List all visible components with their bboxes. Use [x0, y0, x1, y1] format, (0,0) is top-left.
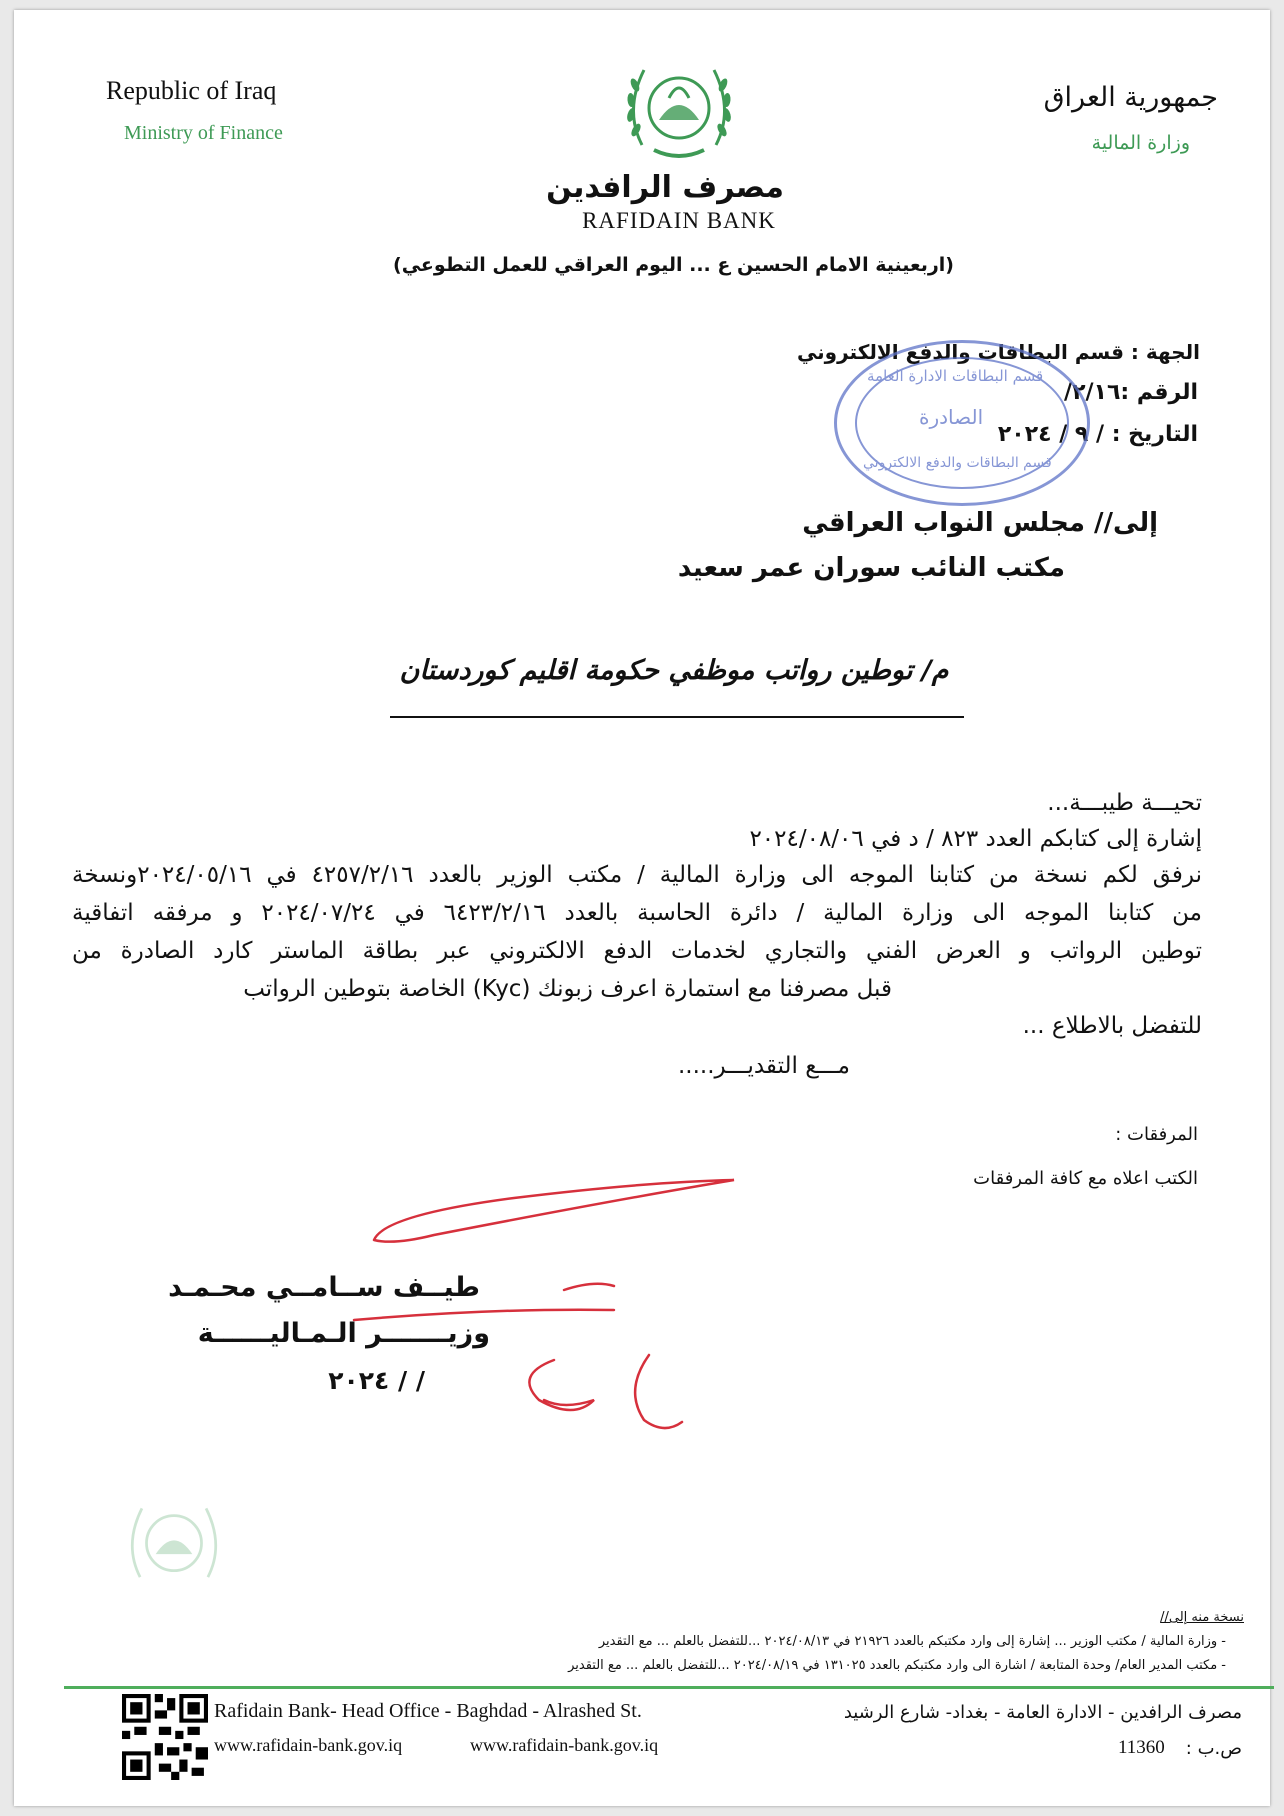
stamp-top-text: قسم البطاقات الادارة العامة [867, 367, 1044, 385]
footer-po-number: 11360 [1118, 1737, 1165, 1758]
closing: مـــع التقديـــر..... [678, 1053, 850, 1079]
recipient-line2: مكتب النائب سوران عمر سعيد [677, 553, 1065, 583]
body-line-2: نرفق لكم نسخة من كتابنا الموجه الى وزارة المالية / مكتب الوزير بالعدد ٤٢٥٧/٢/١٦ في ٢٠٢٤/٠٥/١٦ونسخة [72, 862, 1202, 888]
signatory-name: طيــف ســامــي محـمـد [168, 1272, 480, 1303]
subject-underline [390, 716, 964, 718]
attachments-text: الكتب اعلاه مع كافة المرفقات [973, 1168, 1198, 1189]
body-line-5: قبل مصرفنا مع استمارة اعرف زبونك (Kyc) الخاصة بتوطين الرواتب [243, 976, 892, 1002]
recipient-line1: إلى// مجلس النواب العراقي [802, 508, 1158, 538]
signature-date: / / ٢٠٢٤ [328, 1366, 425, 1395]
footer-website-1: www.rafidain-bank.gov.iq [214, 1735, 403, 1755]
republic-en: Republic of Iraq [106, 76, 277, 105]
subject: م/ توطين رواتب موظفي حكومة اقليم كوردستان [399, 655, 949, 686]
stamp-middle-text: الصادرة [919, 405, 984, 429]
body-line-3: من كتابنا الموجه الى وزارة المالية / دائرة الحاسبة بالعدد ٦٤٢٣/٢/١٦ في ٢٠٢٤/٠٧/٢٤ و مرفقه اتفاقية [72, 900, 1202, 926]
footer-divider [64, 1686, 1274, 1689]
body-line-4: توطين الرواتب و العرض الفني والتجاري لخدمات الدفع الالكتروني عبر بطاقة الماستر كارد الصادرة من [72, 938, 1202, 964]
copies-line-2: - مكتب المدير العام/ وحدة المتابعة / اشارة الى وارد مكتبكم بالعدد ١٣١٠٢٥ في ٢٠٢٤/٠٨/١٩ ...للتفضل بالعلم ... مع التقدير [568, 1658, 1226, 1673]
attachments-label: المرفقات : [1115, 1124, 1198, 1145]
body-line-6: للتفضل بالاطلاع ... [1022, 1013, 1202, 1039]
copies-heading: نسخة منه إلى// [1160, 1610, 1244, 1625]
footer-po-label: ص.ب : [1185, 1738, 1242, 1759]
footer-address-en: Rafidain Bank- Head Office - Baghdad - Alrashed St. [214, 1700, 642, 1722]
handwritten-signature [314, 1160, 794, 1460]
greeting: تحيـــة طيبـــة... [1047, 790, 1202, 816]
footer-website-2: www.rafidain-bank.gov.iq [470, 1735, 659, 1755]
body-line-1: إشارة إلى كتابكم العدد ٨٢٣ / د في ٢٠٢٤/٠٨/٠٦ [749, 826, 1202, 852]
qr-code-icon [122, 1694, 208, 1780]
stamp-bottom-text: قسم البطاقات والدفع الالكتروني [863, 455, 1052, 471]
official-stamp [834, 340, 1090, 506]
ministry-en: Ministry of Finance [124, 122, 283, 144]
republic-ar: جمهورية العراق [1043, 82, 1218, 113]
reference-number: الرقم :٢/١٦/ [1064, 380, 1198, 405]
copies-line-1: - وزارة المالية / مكتب الوزير ... إشارة إلى وارد مكتبكم بالعدد ٢١٩٢٦ في ٢٠٢٤/٠٨/١٣ ...للتفضل بالعلم ... مع التقدير [598, 1634, 1226, 1649]
bank-logo-emblem [614, 50, 744, 170]
department: الجهة : قسم البطاقات والدفع الالكتروني [796, 340, 1200, 364]
footer-address-ar: مصرف الرافدين - الادارة العامة - بغداد- شارع الرشيد [843, 1702, 1242, 1723]
signatory-title: وزيـــــــر الـمـاليــــــة [197, 1318, 490, 1349]
letter-page [14, 10, 1270, 1806]
letter-date: التاريخ : / ٩ / ٢٠٢٤ [997, 422, 1198, 447]
watermark-emblem [114, 1490, 234, 1600]
bank-name-ar: مصرف الرافدين [546, 170, 784, 205]
bank-name-en: RAFIDAIN BANK [582, 208, 776, 233]
slogan: (اربعينية الامام الحسين ع ... اليوم العراقي للعمل التطوعي) [393, 254, 954, 276]
ministry-ar: وزارة المالية [1091, 132, 1190, 154]
